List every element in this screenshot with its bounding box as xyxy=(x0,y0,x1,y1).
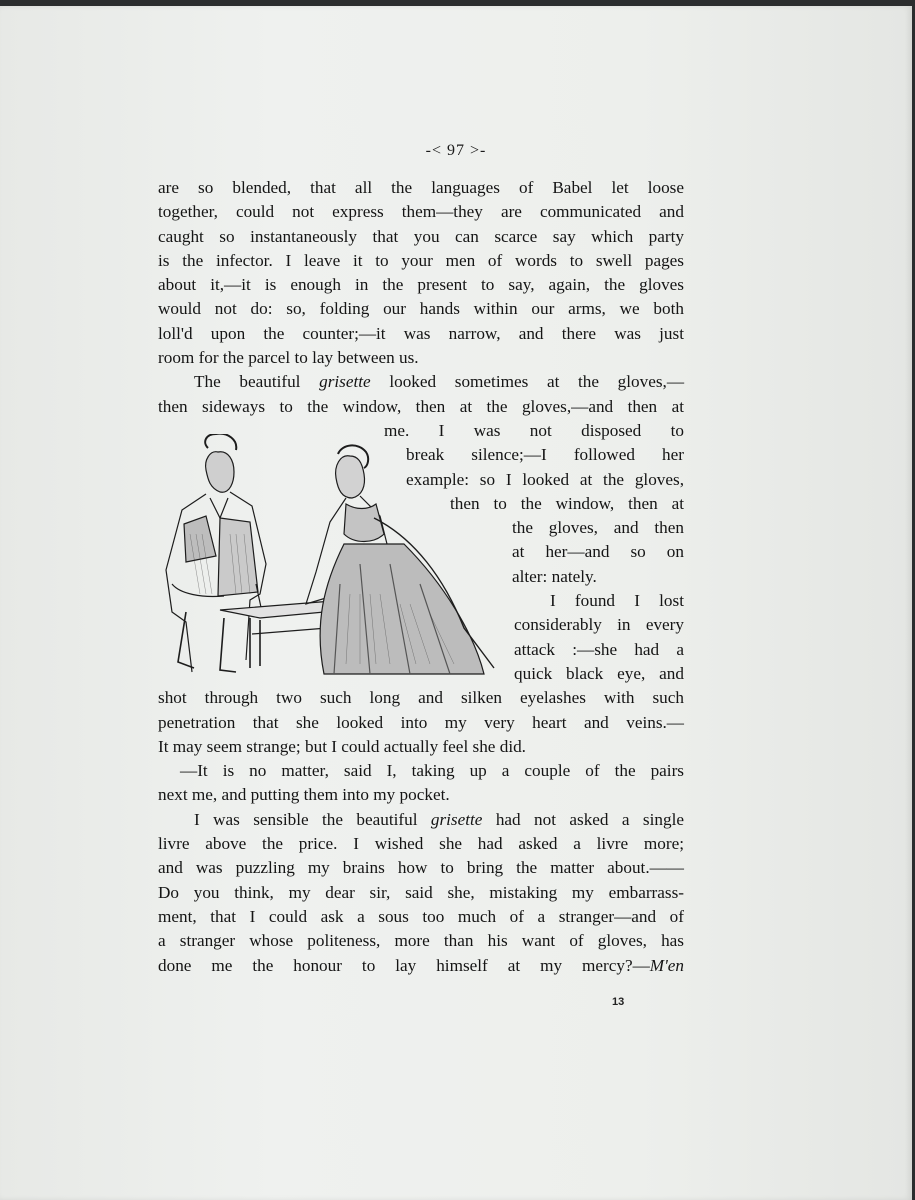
text-line: livre above the price. I wished she had asked a livre more; xyxy=(158,834,684,854)
text-line: room for the parcel to lay between us. xyxy=(158,348,419,368)
text-line: loll'd upon the counter;—it was narrow, and there was just xyxy=(158,323,684,343)
text-line: me. I was not disposed to xyxy=(384,420,684,440)
text-line: example: so I looked at the gloves, xyxy=(406,469,684,489)
text-line: then to the window, then at xyxy=(450,493,684,513)
text-line: caught so instantaneously that you can scarce say which party xyxy=(158,226,684,246)
text-line: together, could not express them—they are communicated and xyxy=(158,202,684,222)
text-line: Do you think, my dear sir, said she, mistaking my embarrass- xyxy=(158,882,684,902)
body-text xyxy=(158,176,684,978)
text-line: would not do: so, folding our hands within our arms, we both xyxy=(158,299,684,319)
text-line: shot through two such long and silken eyelashes with such xyxy=(158,688,684,708)
text-line: at her—and so on xyxy=(512,542,684,562)
page-number: -< 97 >- xyxy=(425,142,487,159)
text-line: alter: nately. xyxy=(512,566,597,586)
text-line: done me the honour to lay himself at my mercy?—M'en xyxy=(158,955,684,975)
text-line: I was sensible the beautiful grisette had not asked a single xyxy=(194,809,684,829)
text-line: a stranger whose politeness, more than his want of gloves, has xyxy=(158,931,684,951)
text-line: ment, that I could ask a sous too much of a stranger—and of xyxy=(158,906,684,926)
text-line: then sideways to the window, then at the gloves,—and then at xyxy=(158,396,684,416)
italic-word: grisette xyxy=(319,372,371,392)
text-line: quick black eye, and xyxy=(514,663,684,683)
text-line: and was puzzling my brains how to bring the matter about.—— xyxy=(158,858,684,878)
text-line: the gloves, and then xyxy=(512,518,684,538)
text-line: about it,—it is enough in the present to say, again, the gloves xyxy=(158,275,684,295)
text-line: is the infector. I leave it to your men of words to swell pages xyxy=(158,250,684,270)
book-page xyxy=(0,6,912,1200)
text-line: The beautiful grisette looked sometimes at the gloves,— xyxy=(194,372,685,392)
text-line: attack :—she had a xyxy=(514,639,684,659)
italic-word: grisette xyxy=(430,809,483,829)
text-line: —It is no matter, said I, taking up a couple of the pairs xyxy=(180,761,684,781)
text-line: are so blended, that all the languages of Babel let loose xyxy=(158,178,684,197)
text-line: I found I lost xyxy=(550,591,684,611)
text-line: break silence;—I followed her xyxy=(406,445,684,465)
text-line: It may seem strange; but I could actually feel she did. xyxy=(158,736,526,756)
text-line: next me, and putting them into my pocket. xyxy=(158,785,450,805)
signature-mark: 13 xyxy=(612,996,625,1008)
italic-word: M'en xyxy=(649,955,684,975)
text-line: penetration that she looked into my very heart and veins.— xyxy=(158,712,684,732)
text-line: considerably in every xyxy=(514,615,684,635)
